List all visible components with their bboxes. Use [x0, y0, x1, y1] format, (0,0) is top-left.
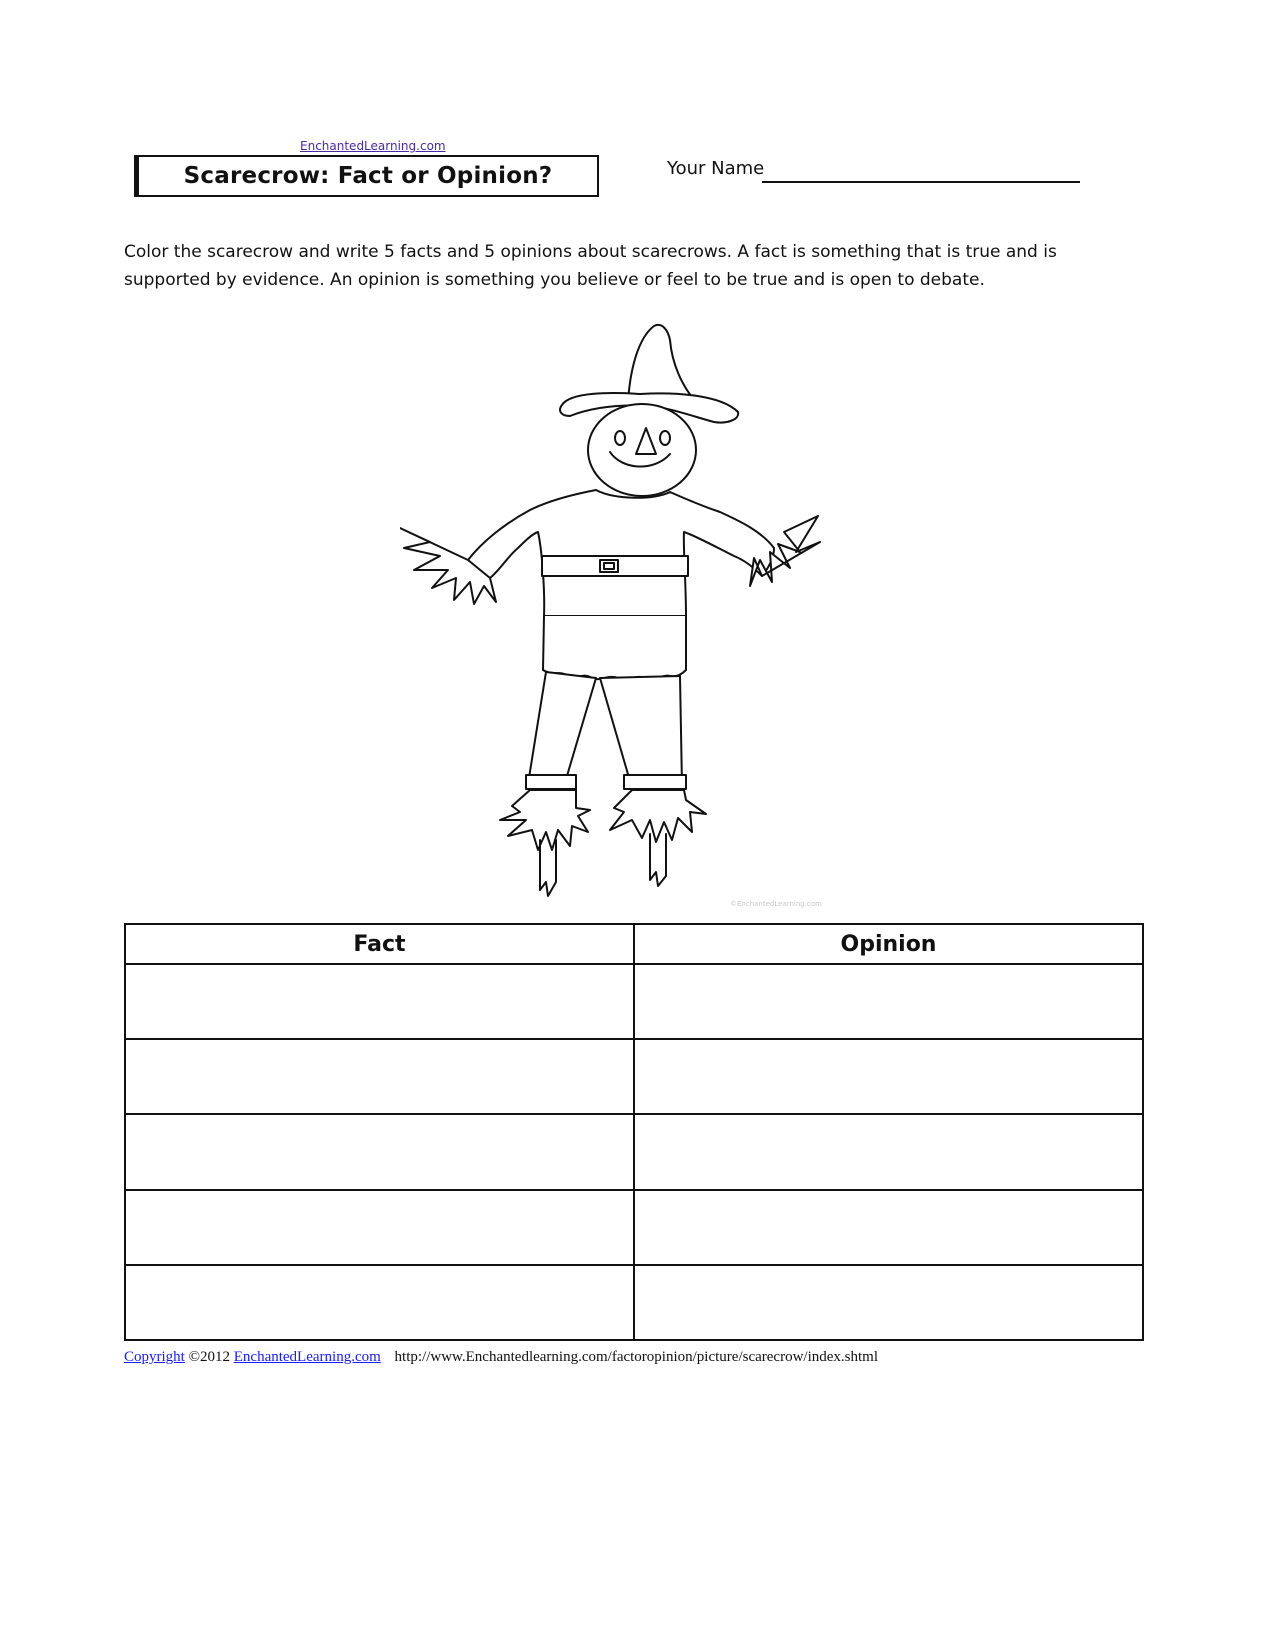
instructions: Color the scarecrow and write 5 facts and 5 opinions about scarecrows. A fact is something that is true and is supported by evidence. An opinion is something you believe or feel to be true and is open to debate. — [124, 242, 1057, 290]
footer-site-link[interactable]: EnchantedLearning.com — [233, 1349, 381, 1365]
opinion-cell[interactable] — [634, 1039, 1143, 1114]
fact-cell[interactable] — [125, 1114, 634, 1189]
right-pant-leg — [600, 676, 682, 788]
right-foot-straw — [610, 790, 706, 842]
page-title: Scarecrow: Fact or Opinion? — [183, 163, 553, 189]
fact-cell[interactable] — [125, 1190, 634, 1265]
scarecrow-illustration — [400, 320, 870, 920]
opinion-cell[interactable] — [634, 1114, 1143, 1189]
fact-cell[interactable] — [125, 1265, 634, 1340]
fact-opinion-table — [124, 923, 1144, 1341]
site-link-top[interactable]: EnchantedLearning.com — [300, 139, 446, 153]
left-foot-straw — [500, 790, 590, 850]
right-stake — [650, 834, 666, 886]
opinion-header: Opinion — [634, 924, 1143, 964]
watermark: ©EnchantedLearning.com — [730, 900, 822, 908]
table-row — [125, 1265, 1143, 1340]
opinion-cell[interactable] — [634, 1265, 1143, 1340]
title-box — [137, 155, 599, 197]
opinion-cell[interactable] — [634, 1190, 1143, 1265]
name-field[interactable] — [762, 181, 1080, 183]
footer — [124, 1349, 878, 1366]
table-row — [125, 964, 1143, 1039]
left-cuff — [526, 775, 576, 789]
name-label: Your Name — [667, 158, 765, 179]
hat-crown — [628, 325, 696, 402]
fact-header: Fact — [125, 924, 634, 964]
table-header-row — [125, 924, 1143, 964]
shirt-hem — [543, 616, 686, 679]
table-row — [125, 1039, 1143, 1114]
left-pant-leg — [528, 672, 596, 786]
fact-cell[interactable] — [125, 964, 634, 1039]
head — [588, 404, 696, 496]
right-cuff — [624, 775, 686, 789]
fact-cell[interactable] — [125, 1039, 634, 1114]
copyright-link[interactable]: Copyright — [124, 1349, 185, 1365]
table-row — [125, 1114, 1143, 1189]
shirt — [468, 490, 774, 616]
opinion-cell[interactable] — [634, 964, 1143, 1039]
page-url: http://www.Enchantedlearning.com/factoropinion/picture/scarecrow/index.shtml — [394, 1349, 878, 1365]
left-stake — [540, 840, 556, 896]
table-row — [125, 1190, 1143, 1265]
copyright-text: ©2012 — [188, 1349, 230, 1365]
